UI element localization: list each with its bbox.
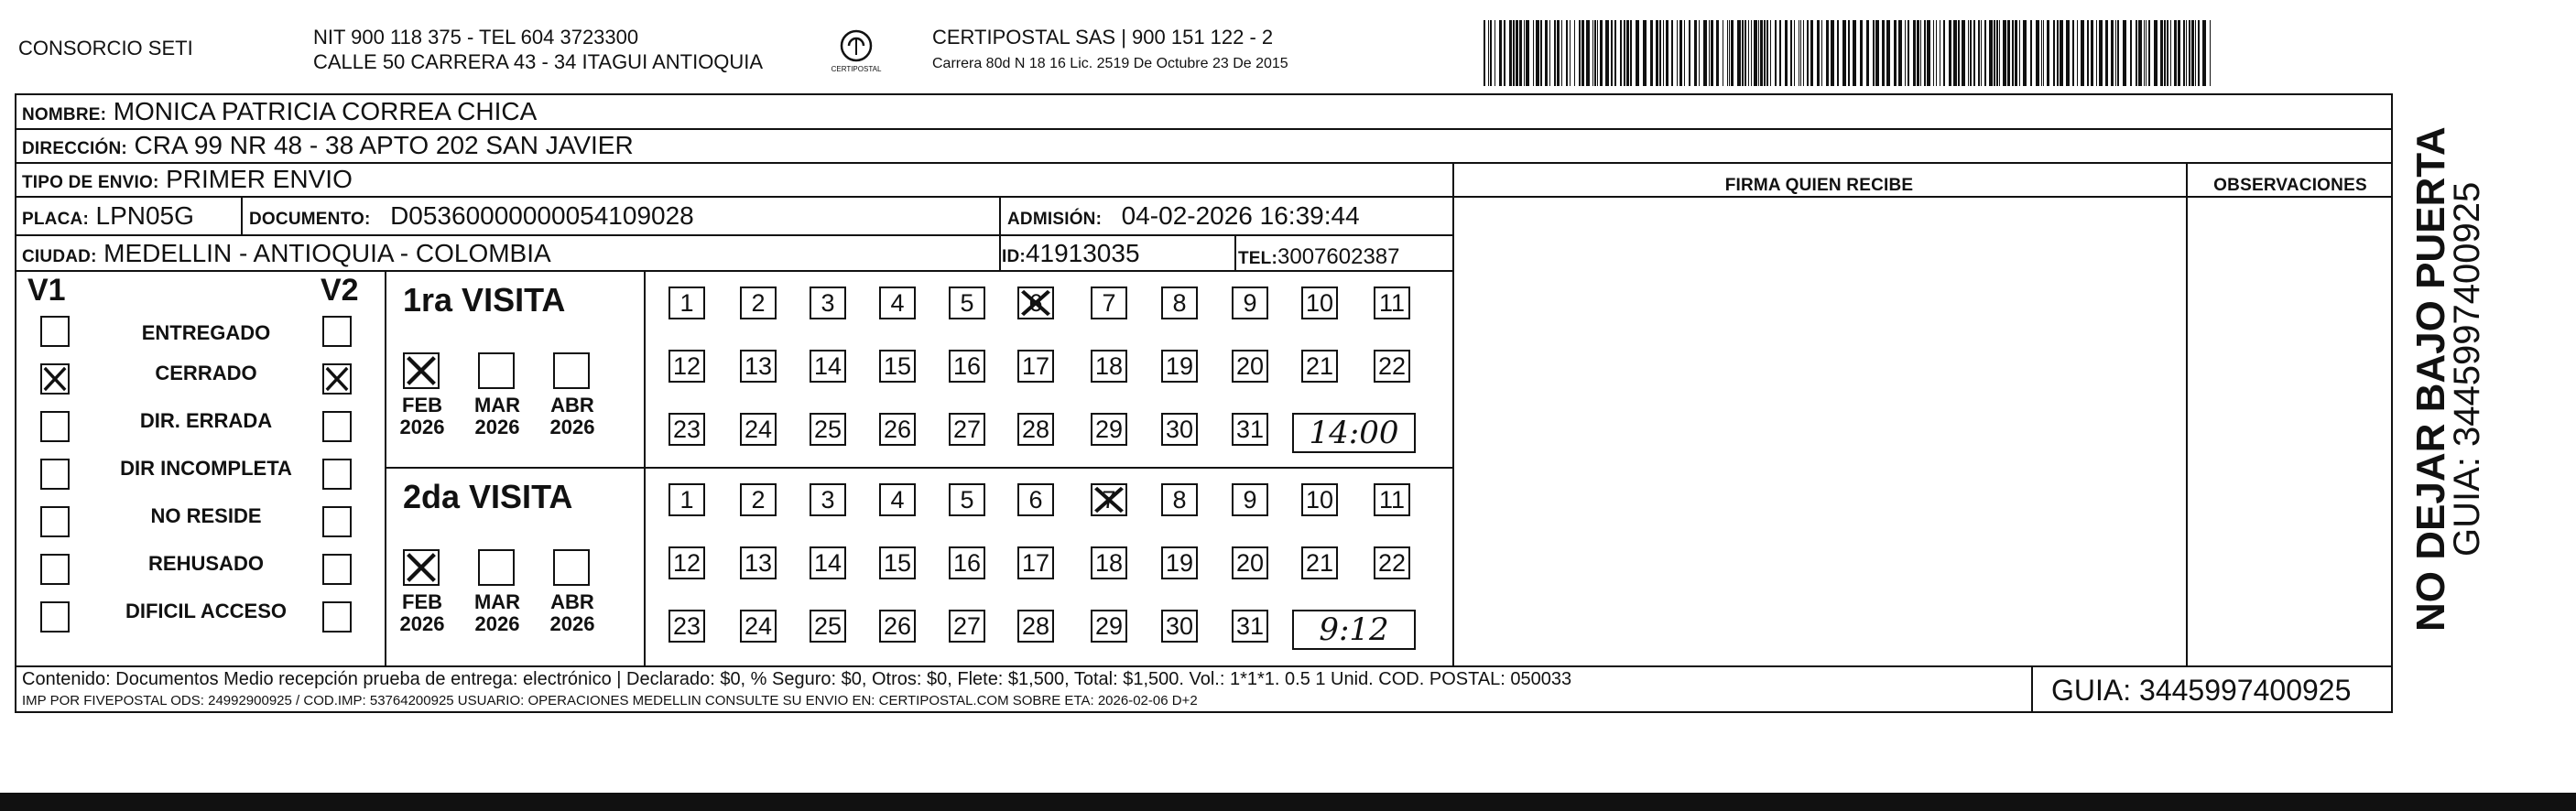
status-label: DIR. ERRADA <box>139 409 273 432</box>
status-label: DIFICIL ACCESO <box>125 600 287 622</box>
nit-line: NIT 900 118 375 - TEL 604 3723300 <box>313 26 639 49</box>
day-box[interactable]: 12 <box>668 546 705 579</box>
day-box[interactable]: 22 <box>1374 546 1410 579</box>
day-box[interactable]: 20 <box>1232 350 1268 383</box>
day-box[interactable]: 8 <box>1161 483 1198 516</box>
day-box[interactable]: 16 <box>949 350 985 383</box>
day-box[interactable]: 5 <box>949 287 985 319</box>
day-box[interactable]: 11 <box>1374 287 1410 319</box>
day-box[interactable]: 13 <box>740 350 777 383</box>
placa-row <box>22 201 194 234</box>
v1-checkbox[interactable] <box>40 316 70 347</box>
no-dejar-text: NO DEJAR BAJO PUERTA <box>2408 126 2453 632</box>
day-box[interactable]: 1 <box>668 483 705 516</box>
month-checkbox[interactable] <box>553 352 590 389</box>
day-box[interactable]: 31 <box>1232 610 1268 643</box>
day-box[interactable]: 29 <box>1091 610 1127 643</box>
direccion-row <box>22 131 634 164</box>
documento-value: D05360000000054109028 <box>390 201 694 230</box>
v1-checkbox[interactable] <box>40 411 70 442</box>
status-label: REHUSADO <box>148 552 264 575</box>
month-label: ABR 2026 <box>549 394 595 438</box>
day-box[interactable]: 13 <box>740 546 777 579</box>
day-box[interactable]: 9 <box>1232 287 1268 319</box>
month-label: FEB 2026 <box>399 590 445 635</box>
visit-title: 2da VISITA <box>403 478 573 515</box>
day-box[interactable]: 21 <box>1301 350 1338 383</box>
day-box[interactable]: 25 <box>810 610 846 643</box>
day-box[interactable]: 3 <box>810 287 846 319</box>
day-box[interactable]: 7 <box>1091 287 1127 319</box>
imp-text: IMP POR FIVEPOSTAL ODS: 24992900925 / COD.IMP: 53764200925 USUARIO: OPERACIONES MEDELLIN CONSULTE SU ENVIO EN: CERTIPOSTAL.COM SOBRE ETA: 2026-02-06 D+2 <box>22 693 1198 708</box>
svg-text:CERTIPOSTAL: CERTIPOSTAL <box>831 65 882 73</box>
month-checkbox[interactable] <box>403 549 440 586</box>
day-box[interactable]: 18 <box>1091 350 1127 383</box>
id-value: 41913035 <box>1025 239 1140 267</box>
barcode <box>1484 20 2216 86</box>
day-box[interactable]: 24 <box>740 413 777 446</box>
day-box[interactable]: 2 <box>740 483 777 516</box>
day-box[interactable]: 4 <box>879 483 916 516</box>
day-box[interactable]: 3 <box>810 483 846 516</box>
day-box[interactable]: 18 <box>1091 546 1127 579</box>
ciudad-row <box>22 239 551 272</box>
day-box[interactable]: 2 <box>740 287 777 319</box>
day-box[interactable]: 11 <box>1374 483 1410 516</box>
day-box[interactable]: 14 <box>810 546 846 579</box>
day-box[interactable]: 15 <box>879 350 916 383</box>
status-label: NO RESIDE <box>150 504 262 527</box>
day-box[interactable]: 19 <box>1161 350 1198 383</box>
day-box[interactable]: 20 <box>1232 546 1268 579</box>
day-box[interactable]: 22 <box>1374 350 1410 383</box>
v2-checkbox[interactable] <box>322 554 352 585</box>
day-box[interactable]: 19 <box>1161 546 1198 579</box>
day-box[interactable]: 6 <box>1017 287 1054 319</box>
tipo-label: TIPO DE ENVIO: <box>22 173 159 192</box>
v1-checkbox[interactable] <box>40 459 70 490</box>
v2-checkbox[interactable] <box>322 459 352 490</box>
ciudad-label: CIUDAD: <box>22 247 97 266</box>
nombre-row <box>22 97 537 130</box>
observaciones-label: OBSERVACIONES <box>2213 176 2367 195</box>
v1-checkbox[interactable] <box>40 363 70 395</box>
day-box[interactable]: 27 <box>949 413 985 446</box>
month-checkbox[interactable] <box>478 352 515 389</box>
status-label: DIR INCOMPLETA <box>120 457 292 480</box>
tel-label: TEL: <box>1238 249 1278 268</box>
status-label: CERRADO <box>155 362 257 384</box>
day-box[interactable]: 4 <box>879 287 916 319</box>
day-box[interactable]: 6 <box>1017 483 1054 516</box>
ciudad-value: MEDELLIN - ANTIOQUIA - COLOMBIA <box>103 239 551 267</box>
day-box[interactable]: 30 <box>1161 413 1198 446</box>
v2-label: V2 <box>321 273 359 308</box>
month-label: MAR 2026 <box>473 394 521 438</box>
placa-value: LPN05G <box>95 201 194 230</box>
admision-row <box>1007 201 1360 234</box>
nombre-value: MONICA PATRICIA CORREA CHICA <box>113 97 538 125</box>
admision-value: 04-02-2026 16:39:44 <box>1121 201 1360 230</box>
month-label: MAR 2026 <box>473 590 521 635</box>
id-label: ID: <box>1002 247 1026 266</box>
month-label: ABR 2026 <box>549 590 595 635</box>
documento-label: DOCUMENTO: <box>249 210 371 229</box>
visit-time: 14:00 <box>1292 413 1416 453</box>
contenido-text: Contenido: Documentos Medio recepción prueba de entrega: electrónico | Declarado: $0, % Seguro: $0, Otros: $0, Flete: $1,500, Total: $1,500. Vol.: 1*1*1. 0.5 1 Unid. COD. POSTAL: 050033 <box>22 669 1572 689</box>
company-name: CONSORCIO SETI <box>18 37 193 59</box>
address-line: CALLE 50 CARRERA 43 - 34 ITAGUI ANTIOQUIA <box>313 50 764 73</box>
direccion-value: CRA 99 NR 48 - 38 APTO 202 SAN JAVIER <box>134 131 634 159</box>
day-box[interactable]: 16 <box>949 546 985 579</box>
v2-checkbox[interactable] <box>322 506 352 537</box>
v1-checkbox[interactable] <box>40 601 70 633</box>
nombre-label: NOMBRE: <box>22 105 107 124</box>
status-label: ENTREGADO <box>141 321 271 344</box>
license-line: Carrera 80d N 18 16 Lic. 2519 De Octubre 23 De 2015 <box>932 56 1288 71</box>
day-box[interactable]: 9 <box>1232 483 1268 516</box>
day-box[interactable]: 23 <box>668 610 705 643</box>
admision-label: ADMISIÓN: <box>1007 210 1103 229</box>
day-box[interactable]: 8 <box>1161 287 1198 319</box>
v2-checkbox[interactable] <box>322 363 352 395</box>
tel-row <box>1238 241 1400 274</box>
day-box[interactable]: 15 <box>879 546 916 579</box>
day-box[interactable]: 28 <box>1017 610 1054 643</box>
day-box[interactable]: 31 <box>1232 413 1268 446</box>
visit-time: 9:12 <box>1292 610 1416 650</box>
firma-label: FIRMA QUIEN RECIBE <box>1724 176 1914 195</box>
day-box[interactable]: 14 <box>810 350 846 383</box>
day-box[interactable]: 10 <box>1301 483 1338 516</box>
v1-checkbox[interactable] <box>40 506 70 537</box>
day-box[interactable]: 26 <box>879 413 916 446</box>
direccion-label: DIRECCIÓN: <box>22 139 127 158</box>
v2-checkbox[interactable] <box>322 601 352 633</box>
certipostal-logo <box>829 26 884 79</box>
day-box[interactable]: 5 <box>949 483 985 516</box>
day-box[interactable]: 30 <box>1161 610 1198 643</box>
month-checkbox[interactable] <box>478 549 515 586</box>
day-box[interactable]: 17 <box>1017 546 1054 579</box>
footer-guia: GUIA: 3445997400925 <box>2051 674 2352 707</box>
day-box[interactable]: 7 <box>1091 483 1127 516</box>
day-box[interactable]: 21 <box>1301 546 1338 579</box>
month-checkbox[interactable] <box>553 549 590 586</box>
side-guia-text: GUIA: 3445997400925 <box>2447 181 2487 557</box>
documento-row <box>249 201 694 234</box>
v2-checkbox[interactable] <box>322 411 352 442</box>
v2-checkbox[interactable] <box>322 316 352 347</box>
tel-value: 3007602387 <box>1277 244 1400 269</box>
tipo-value: PRIMER ENVIO <box>166 165 353 193</box>
day-box[interactable]: 25 <box>810 413 846 446</box>
day-box[interactable]: 28 <box>1017 413 1054 446</box>
day-box[interactable]: 12 <box>668 350 705 383</box>
v1-checkbox[interactable] <box>40 554 70 585</box>
day-box[interactable]: 17 <box>1017 350 1054 383</box>
bottom-bar <box>0 793 2576 811</box>
placa-label: PLACA: <box>22 210 89 229</box>
day-box[interactable]: 27 <box>949 610 985 643</box>
day-box[interactable]: 23 <box>668 413 705 446</box>
day-box[interactable]: 29 <box>1091 413 1127 446</box>
month-checkbox[interactable] <box>403 352 440 389</box>
day-box[interactable]: 10 <box>1301 287 1338 319</box>
day-box[interactable]: 24 <box>740 610 777 643</box>
certipostal-line: CERTIPOSTAL SAS | 900 151 122 - 2 <box>932 26 1274 49</box>
tipo-row <box>22 165 353 198</box>
visit-title: 1ra VISITA <box>403 281 566 319</box>
day-box[interactable]: 26 <box>879 610 916 643</box>
day-box[interactable]: 1 <box>668 287 705 319</box>
id-row <box>1002 239 1140 272</box>
v1-label: V1 <box>27 273 66 308</box>
month-label: FEB 2026 <box>399 394 445 438</box>
